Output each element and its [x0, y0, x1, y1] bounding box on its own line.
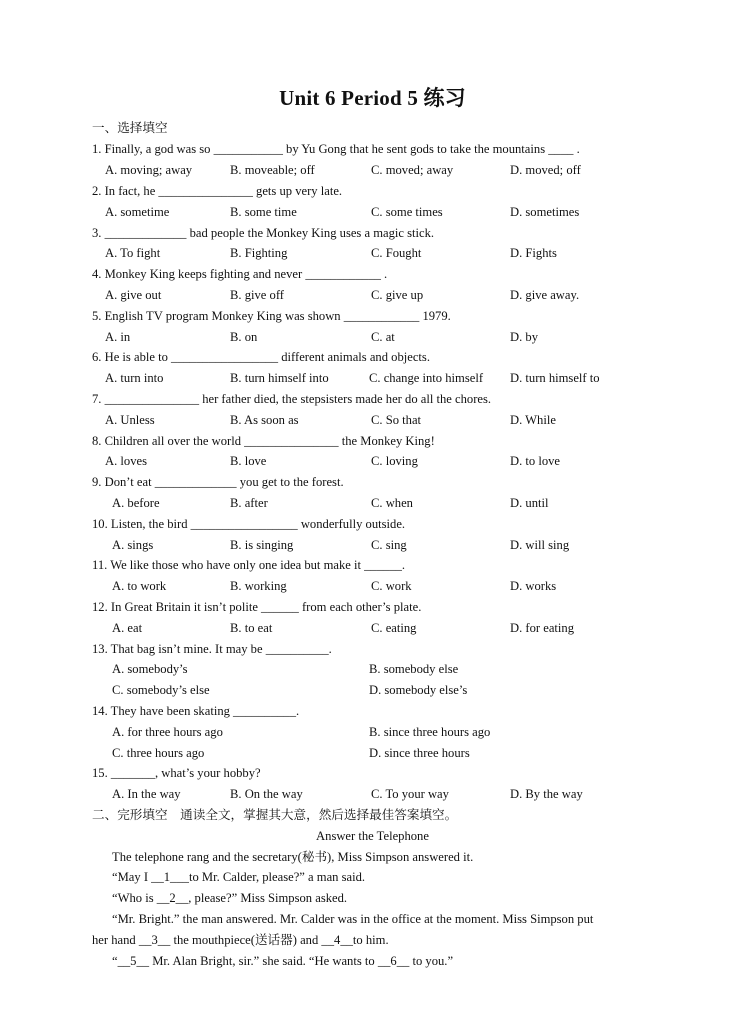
option-14d: D. since three hours: [369, 746, 470, 760]
passage-line-3: “Who is __2__, please?” Miss Simpson asked.: [112, 891, 348, 905]
option-4b: B. give off: [230, 288, 284, 302]
option-2c: C. some times: [371, 205, 443, 219]
option-9a: A. before: [112, 496, 160, 510]
option-7c: C. So that: [371, 413, 422, 427]
option-13a: A. somebody’s: [112, 662, 188, 676]
question-15: 15. _______, what’s your hobby?: [92, 766, 261, 780]
passage-line-4: “Mr. Bright.” the man answered. Mr. Calder was in the office at the moment. Miss Simpson put: [112, 912, 594, 926]
option-11c: C. work: [371, 579, 412, 593]
question-3: 3. _____________ bad people the Monkey King uses a magic stick.: [92, 226, 435, 240]
option-14b: B. since three hours ago: [369, 725, 491, 739]
option-11d: D. works: [510, 579, 557, 593]
question-4: 4. Monkey King keeps fighting and never ____________ .: [92, 267, 388, 281]
passage-line-5: her hand __3__ the mouthpiece(送话器) and __4__to him.: [92, 933, 389, 947]
option-13c: C. somebody’s else: [112, 683, 210, 697]
question-8: 8. Children all over the world _______________ the Monkey King!: [92, 434, 435, 448]
option-15d: D. By the way: [510, 787, 583, 801]
option-1c: C. moved; away: [371, 163, 454, 177]
option-15b: B. On the way: [230, 787, 303, 801]
question-2: 2. In fact, he _______________ gets up very late.: [92, 184, 343, 198]
option-5d: D. by: [510, 330, 538, 344]
question-7: 7. _______________ her father died, the stepsisters made her do all the chores.: [92, 392, 492, 406]
passage-line-1: The telephone rang and the secretary(秘书), Miss Simpson answered it.: [112, 850, 474, 864]
option-2a: A. sometime: [105, 205, 170, 219]
option-14c: C. three hours ago: [112, 746, 205, 760]
question-1: 1. Finally, a god was so ___________ by Yu Gong that he sent gods to take the mountains ____ .: [92, 142, 580, 156]
option-15a: A. In the way: [112, 787, 181, 801]
option-7a: A. Unless: [105, 413, 155, 427]
option-6c: C. change into himself: [369, 371, 484, 385]
option-1a: A. moving; away: [105, 163, 193, 177]
option-10a: A. sings: [112, 538, 154, 552]
option-3a: A. To fight: [105, 246, 161, 260]
option-5a: A. in: [105, 330, 131, 344]
option-8c: C. loving: [371, 454, 418, 468]
passage-line-6: “__5__ Mr. Alan Bright, sir.” she said. “He wants to __6__ to you.”: [112, 954, 454, 968]
option-11b: B. working: [230, 579, 287, 593]
passage-title: Answer the Telephone: [316, 829, 429, 843]
option-15c: C. To your way: [371, 787, 449, 801]
option-12c: C. eating: [371, 621, 417, 635]
option-4d: D. give away.: [510, 288, 580, 302]
option-11a: A. to work: [112, 579, 167, 593]
question-5: 5. English TV program Monkey King was shown ____________ 1979.: [92, 309, 451, 323]
option-2b: B. some time: [230, 205, 297, 219]
option-7d: D. While: [510, 413, 556, 427]
option-10d: D. will sing: [510, 538, 570, 552]
option-10c: C. sing: [371, 538, 407, 552]
question-11: 11. We like those who have only one idea but make it ______.: [92, 558, 406, 572]
option-2d: D. sometimes: [510, 205, 580, 219]
option-4c: C. give up: [371, 288, 424, 302]
option-9d: D. until: [510, 496, 549, 510]
option-10b: B. is singing: [230, 538, 294, 552]
option-4a: A. give out: [105, 288, 162, 302]
option-5c: C. at: [371, 330, 395, 344]
option-12b: B. to eat: [230, 621, 273, 635]
option-9c: C. when: [371, 496, 413, 510]
section-heading-cloze: 二、完形填空 通读全文，掌握其大意，然后选择最佳答案填空。: [92, 808, 458, 822]
section-heading-choice: 一、选择填空: [92, 121, 168, 135]
option-8b: B. love: [230, 454, 267, 468]
question-9: 9. Don’t eat _____________ you get to the forest.: [92, 475, 344, 489]
question-10: 10. Listen, the bird _________________ wonderfully outside.: [92, 517, 406, 531]
option-13b: B. somebody else: [369, 662, 459, 676]
option-1d: D. moved; off: [510, 163, 581, 177]
option-8d: D. to love: [510, 454, 561, 468]
option-13d: D. somebody else’s: [369, 683, 468, 697]
question-12: 12. In Great Britain it isn’t polite ______ from each other’s plate.: [92, 600, 422, 614]
option-12a: A. eat: [112, 621, 143, 635]
option-3b: B. Fighting: [230, 246, 288, 260]
option-7b: B. As soon as: [230, 413, 299, 427]
option-8a: A. loves: [105, 454, 147, 468]
option-12d: D. for eating: [510, 621, 574, 635]
question-14: 14. They have been skating __________.: [92, 704, 300, 718]
option-14a: A. for three hours ago: [112, 725, 223, 739]
option-9b: B. after: [230, 496, 268, 510]
option-6a: A. turn into: [105, 371, 164, 385]
option-6d: D. turn himself to: [510, 371, 600, 385]
option-1b: B. moveable; off: [230, 163, 315, 177]
option-3d: D. Fights: [510, 246, 557, 260]
option-3c: C. Fought: [371, 246, 422, 260]
page-title: Unit 6 Period 5 练习: [279, 86, 466, 110]
option-5b: B. on: [230, 330, 258, 344]
question-13: 13. That bag isn’t mine. It may be __________.: [92, 642, 332, 656]
passage-line-2: “May I __1___to Mr. Calder, please?” a man said.: [112, 870, 366, 884]
question-6: 6. He is able to _________________ different animals and objects.: [92, 350, 430, 364]
option-6b: B. turn himself into: [230, 371, 329, 385]
